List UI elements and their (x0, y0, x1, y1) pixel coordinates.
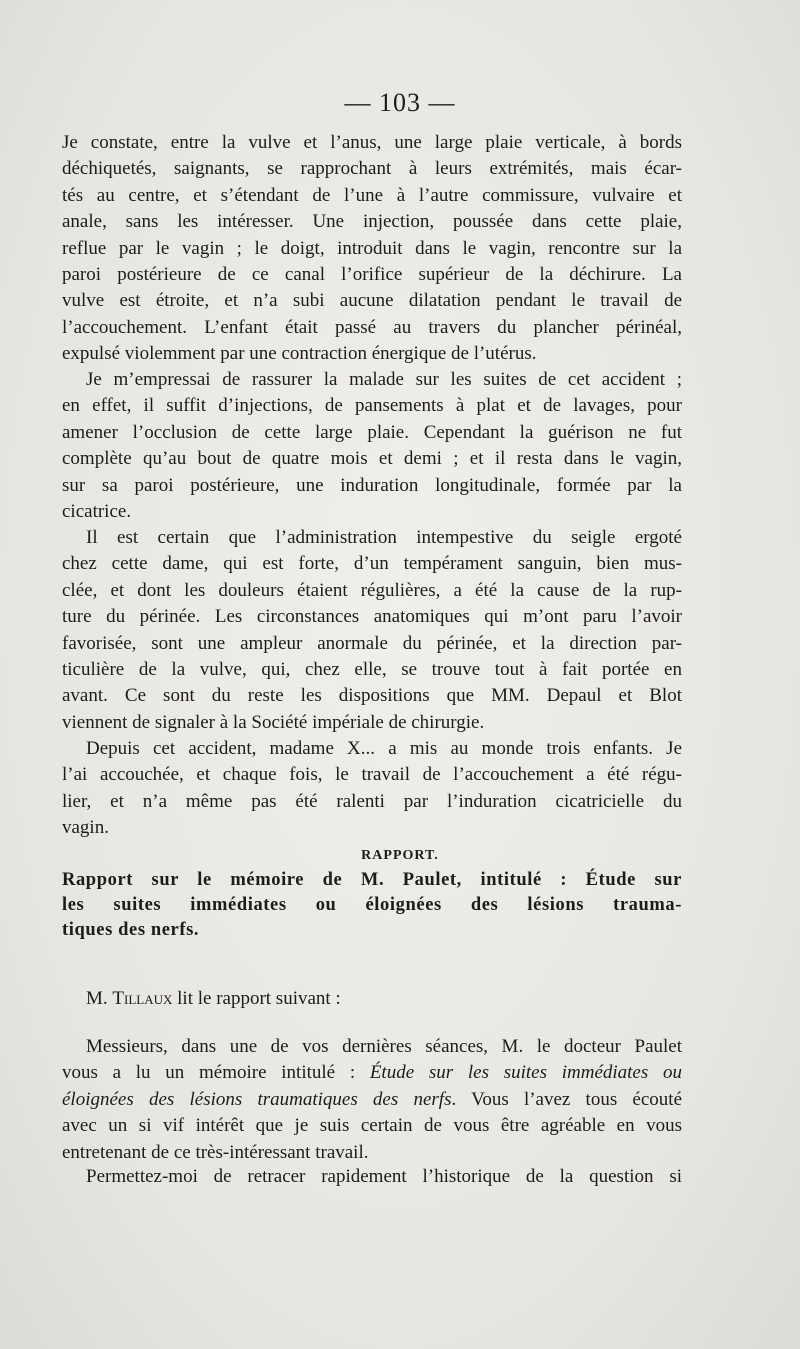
text-line: déchiquetés, saignants, se rapprochant à leurs extrémités, mais écar- (62, 158, 682, 180)
text-line: en effet, il suffit d’injections, de pansements à plat et de lavages, pour (62, 395, 682, 417)
text-line: reflue par le vagin ; le doigt, introduit dans le vagin, rencontre sur la (62, 237, 682, 259)
text-line: ticulière de la vulve, qui, chez elle, se trouve tout à fait portée en (62, 659, 682, 681)
heading-line: les suites immédiates ou éloignées des lésions trauma- (62, 895, 682, 915)
text-line: Il est certain que l’administration intempestive du seigle ergoté (86, 527, 682, 548)
text-line: amener l’occlusion de cette large plaie. Cependant la guérison ne fut (62, 421, 682, 443)
text-line: Depuis cet accident, madame X... a mis au monde trois enfants. Je (86, 738, 682, 759)
paragraph-history (62, 1164, 682, 1190)
text-line: cicatrice. (62, 501, 132, 523)
speaker-prefix: M. (86, 988, 113, 1009)
memoir-title-italic: éloignées des lésions traumatiques des nerfs (62, 1088, 452, 1110)
report-heading (62, 868, 682, 943)
text-line: complète qu’au bout de quatre mois et demi ; et il resta dans le vagin, (62, 448, 682, 470)
speaker-name: Tillaux (112, 988, 173, 1009)
text-line: lier, et n’a même pas été ralenti par l’induration cicatricielle du (62, 790, 682, 812)
text-line: sur sa paroi postérieure, une induration longitudinale, formée par la (62, 474, 682, 496)
paragraph-treatment (62, 367, 682, 525)
heading-line: Rapport sur le mémoire de M. Paulet, intitulé : Étude sur (62, 870, 682, 890)
paragraph-wound-description (62, 130, 682, 368)
text-line (62, 1060, 682, 1086)
text-fragment: vous a lu un mémoire intitulé : (62, 1062, 370, 1084)
text-line: l’ai accouchée, et chaque fois, le travail de l’accouchement a été régu- (62, 764, 682, 786)
text-line: avant. Ce sont du reste les dispositions que MM. Depaul et Blot (62, 685, 682, 707)
heading-line: tiques des nerfs. (62, 920, 200, 940)
text-fragment: . Vous l’avez tous écouté (451, 1088, 682, 1110)
section-title: RAPPORT. (361, 848, 439, 863)
text-line: chez cette dame, qui est forte, d’un tempérament sanguin, bien mus- (62, 553, 682, 575)
speaker-line (86, 988, 341, 1010)
text-line: Je m’empressai de rassurer la malade sur les suites de cet accident ; (86, 369, 682, 390)
paragraph-outcome (62, 736, 682, 842)
memoir-title-italic: Étude sur les suites immédiates ou (369, 1062, 682, 1084)
text-line: paroi postérieure de ce canal l’orifice supérieur de la déchirure. La (62, 264, 682, 286)
text-line: viennent de signaler à la Société impériale de chirurgie. (62, 711, 485, 733)
text-line: Messieurs, dans une de vos dernières séances, M. le docteur Paulet (86, 1036, 682, 1057)
text-line: l’accouchement. L’enfant était passé au travers du plancher périnéal, (62, 316, 682, 338)
text-line: clée, et dont les douleurs étaient régulières, a été la cause de la rup- (62, 579, 682, 601)
text-line: favorisée, sont une ampleur anormale du périnée, et la direction par- (62, 632, 682, 654)
text-line: ture du périnée. Les circonstances anatomiques qui m’ont paru l’avoir (62, 606, 682, 628)
text-line: entretenant de ce très-intéressant travail. (62, 1141, 369, 1163)
text-line: vulve est étroite, et n’a subi aucune dilatation pendant le travail de (62, 290, 682, 312)
text-line (62, 1087, 682, 1113)
speaker-suffix: lit le rapport suivant : (172, 988, 341, 1009)
text-line: avec un si vif intérêt que je suis certain de vous être agréable en vous (62, 1115, 682, 1137)
text-line: vagin. (62, 817, 109, 839)
text-line: expulsé violemment par une contraction énergique de l’utérus. (62, 343, 537, 365)
text-line: Je constate, entre la vulve et l’anus, une large plaie verticale, à bords (62, 132, 682, 153)
text-line: anale, sans les intéresser. Une injection, poussée dans cette plaie, (62, 211, 682, 233)
page-number: — 103 — (344, 88, 456, 117)
paragraph-cause (62, 525, 682, 736)
paragraph-report-intro (62, 1034, 682, 1166)
text-line: Permettez-moi de retracer rapidement l’historique de la question si (86, 1166, 682, 1187)
text-line: tés au centre, et s’étendant de l’une à l’autre commissure, vulvaire et (62, 184, 682, 206)
